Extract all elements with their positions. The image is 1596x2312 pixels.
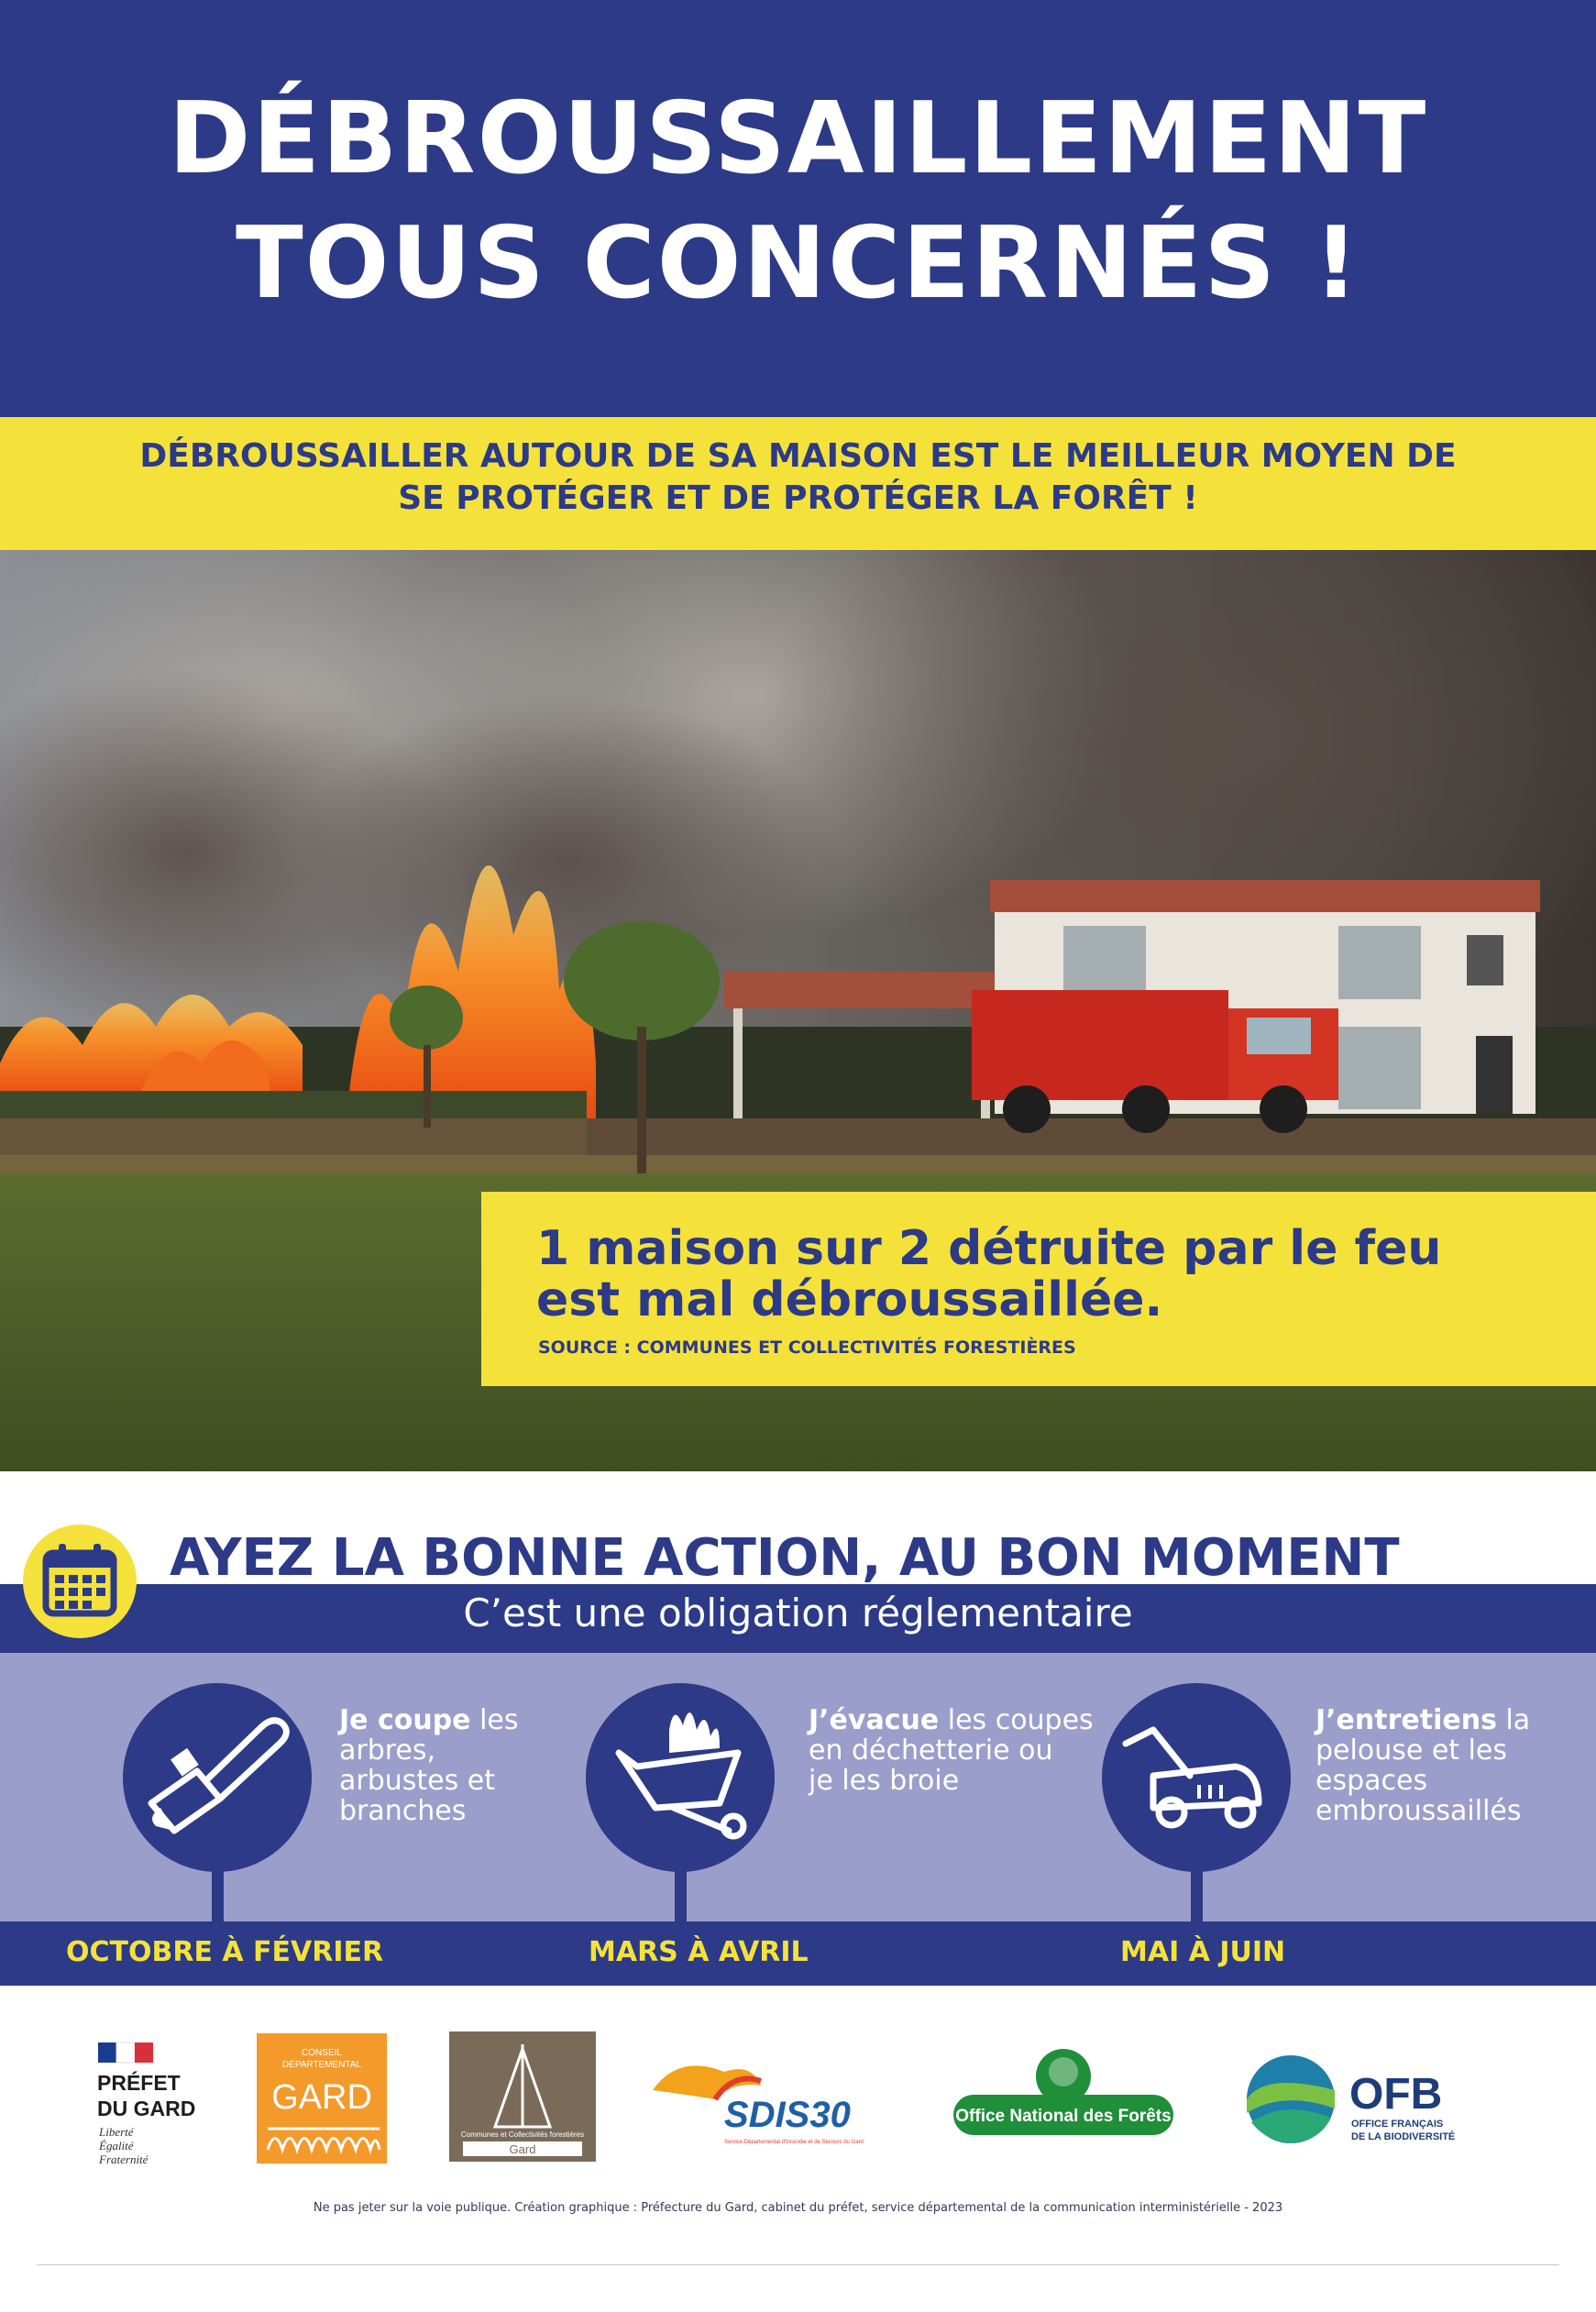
- subtitle-line1: DÉBROUSSAILLER AUTOUR DE SA MAISON EST LE MEILLEUR MOYEN DE: [139, 437, 1457, 475]
- prefet-gard-logo: [97, 2042, 195, 2166]
- step2-line2: en déchetterie ou: [809, 1734, 1053, 1767]
- prefet-motto3: Fraternité: [99, 2152, 149, 2166]
- cofor-name: Gard: [509, 2142, 536, 2156]
- step2-text: [809, 1705, 1094, 1796]
- conseil-departemental-gard-logo: [257, 2033, 387, 2163]
- onf-logo: [953, 2049, 1173, 2135]
- action-subtitle: C’est une obligation réglementaire: [463, 1591, 1133, 1635]
- cofor-label: Communes et Collectivités forestières: [460, 2130, 585, 2139]
- prefet-motto1: Liberté: [99, 2125, 134, 2139]
- prefet-line2: DU GARD: [97, 2097, 196, 2120]
- onf-name: Office National des Forêts: [955, 2107, 1172, 2126]
- chainsaw-icon: [119, 1679, 316, 1964]
- step2-line3: je les broie: [809, 1765, 960, 1797]
- prefet-line1: PRÉFET: [97, 2071, 181, 2095]
- step3-text: [1315, 1705, 1530, 1826]
- step3-line3: espaces: [1315, 1765, 1428, 1797]
- step3-line2: pelouse et les: [1315, 1734, 1508, 1767]
- period-step2: MARS À AVRIL: [589, 1936, 809, 1968]
- partner-logos: [0, 1998, 1596, 2273]
- sdis-name: SDIS30: [724, 2095, 851, 2135]
- header-banner: [0, 0, 1596, 417]
- step1-text: [339, 1705, 519, 1826]
- page-title-line2: TOUS CONCERNÉS !: [235, 206, 1360, 321]
- statistic-line1: 1 maison sur 2 détruite par le feu: [536, 1221, 1442, 1276]
- gard-small2: DÉPARTEMENTAL: [281, 2060, 362, 2070]
- sdis30-logo: [653, 2065, 864, 2145]
- step2-line1: J’évacue les coupes: [809, 1704, 1094, 1736]
- action-title: AYEZ LA BONNE ACTION, AU BON MOMENT: [170, 1528, 1400, 1588]
- ofb-name: OFB: [1349, 2070, 1443, 2119]
- step1-line2: arbres,: [339, 1734, 436, 1767]
- statistic-line2: est mal débroussaillée.: [536, 1272, 1163, 1327]
- step3-line4: embroussaillés: [1315, 1795, 1522, 1827]
- subtitle-band: [0, 417, 1596, 550]
- lawnmower-icon: [1098, 1679, 1295, 1964]
- gard-name: GARD: [271, 2078, 372, 2117]
- calendar-icon: [20, 1522, 139, 1641]
- step1-line1: Je coupe les: [339, 1704, 519, 1736]
- page-title-line1: DÉBROUSSAILLEMENT: [168, 82, 1428, 196]
- ofb-logo: [1247, 2055, 1455, 2143]
- ofb-line2: DE LA BIODIVERSITÉ: [1351, 2131, 1456, 2142]
- step1-line3: arbustes et: [339, 1765, 496, 1797]
- statistic-source: SOURCE : COMMUNES ET COLLECTIVITÉS FORESTIÈRES: [538, 1338, 1076, 1358]
- footer-divider: [37, 2264, 1559, 2265]
- ofb-line1: OFFICE FRANÇAIS: [1351, 2119, 1444, 2130]
- statistic-box: [481, 1192, 1596, 1386]
- step1-line4: branches: [339, 1795, 467, 1827]
- prefet-motto2: Égalité: [99, 2139, 134, 2152]
- subtitle-line2: SE PROTÉGER ET DE PROTÉGER LA FORÊT !: [398, 479, 1198, 517]
- footnote: Ne pas jeter sur la voie publique. Création graphique : Préfecture du Gard, cabinet du préfet, service départemental de la communication interministérielle - 2023: [313, 2201, 1283, 2215]
- communes-collectivites-forestieres-logo: [449, 2031, 596, 2162]
- sdis-tagline: Service Départemental d'Incendie et de Secours du Gard: [724, 2140, 864, 2145]
- wheelbarrow-icon: [582, 1679, 779, 1964]
- step3-line1: J’entretiens la: [1315, 1704, 1531, 1736]
- period-step1: OCTOBRE À FÉVRIER: [66, 1936, 384, 1968]
- period-step3: MAI À JUIN: [1120, 1936, 1286, 1968]
- gard-small1: CONSEIL: [302, 2048, 342, 2058]
